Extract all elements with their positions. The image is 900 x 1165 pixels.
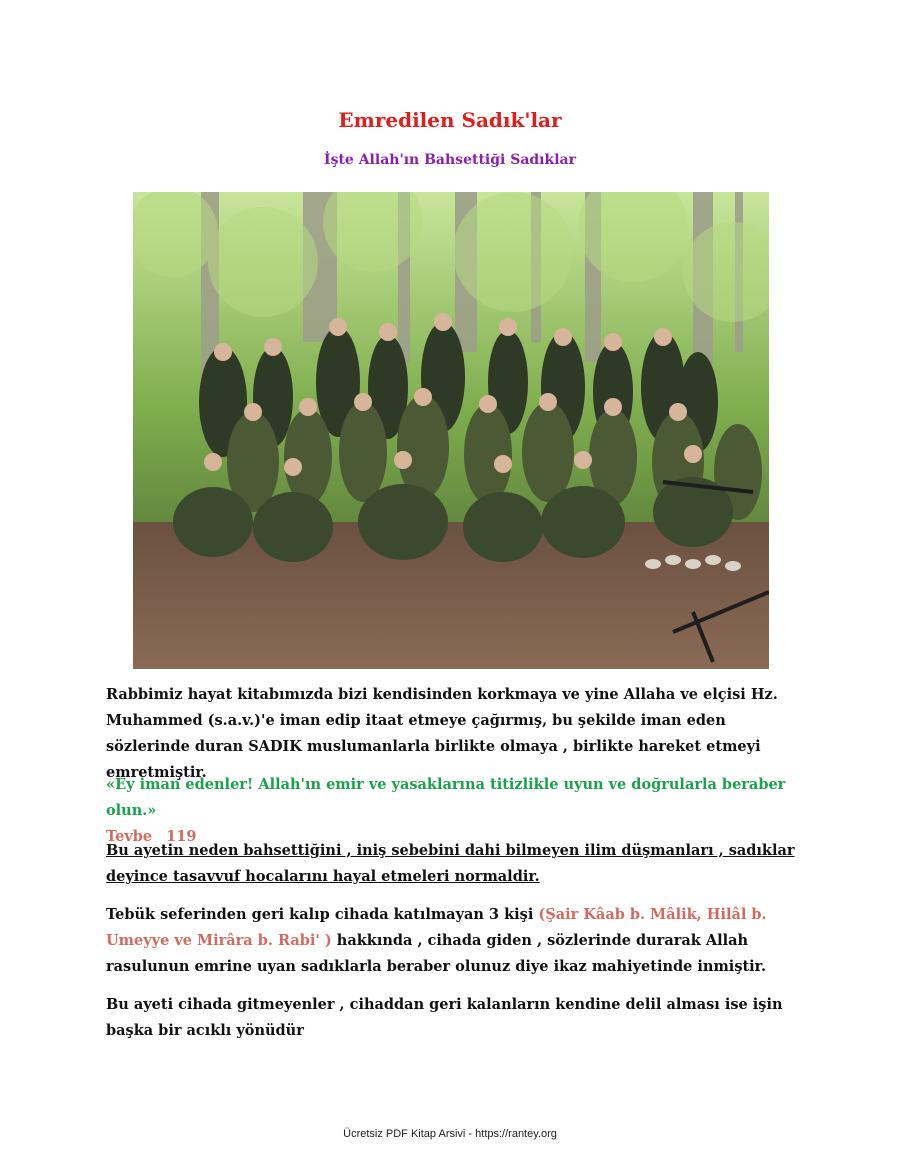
page-title: Emredilen Sadık'lar <box>338 108 562 132</box>
paragraph-underlined: Bu ayetin neden bahsettiğini , iniş sebebini dahi bilmeyen ilim düşmanları , sadıklar deyince tasavvuf hocalarını hayal etmeleri normaldir. <box>106 842 795 885</box>
page-footer: Ücretsiz PDF Kitap Arsivi - https://rantey.org <box>343 1128 557 1140</box>
tebuk-text-end: hakkında , cihada giden , sözlerinde durarak Allah rasulunun emrine uyan sadıklarla beraber olunuz diye ikaz mahiyetinde inmiştir. <box>106 932 767 975</box>
tebuk-text-start: Tebük seferinden geri kalıp cihada katılmayan 3 kişi <box>106 906 539 923</box>
paragraph-intro: Rabbimiz hayat kitabımızda bizi kendisinden korkmaya ve yine Allaha ve elçisi Hz. Muhammed (s.a.v.)'e iman edip itaat etmeye çağırmış, bu şekilde iman eden sözlerinde duran SADIK muslumanlarla birlikte olmaya , birlikte hareket etmeyi emretmiştir. <box>106 686 778 781</box>
page-subtitle: İşte Allah'ın Bahsettiği Sadıklar <box>324 152 576 168</box>
paragraph-closing: Bu ayeti cihada gitmeyenler , cihaddan geri kalanların kendine delil alması ise işin başka bir acıklı yönüdür <box>106 996 783 1039</box>
verse-surah: Tevbe <box>106 828 153 845</box>
verse-number: 119 <box>166 828 197 845</box>
paragraph-tebuk <box>106 902 796 980</box>
verse-quote: «Ey iman edenler! Allah'ın emir ve yasaklarına titizlikle uyun ve doğrularla beraber olun.» <box>106 776 786 819</box>
tebuk-names: (Şair Kâab b. Mâlik, Hilâl b. Umeyye ve Mirâra b. Rabi' ) <box>106 906 767 949</box>
group-photo <box>133 192 769 669</box>
